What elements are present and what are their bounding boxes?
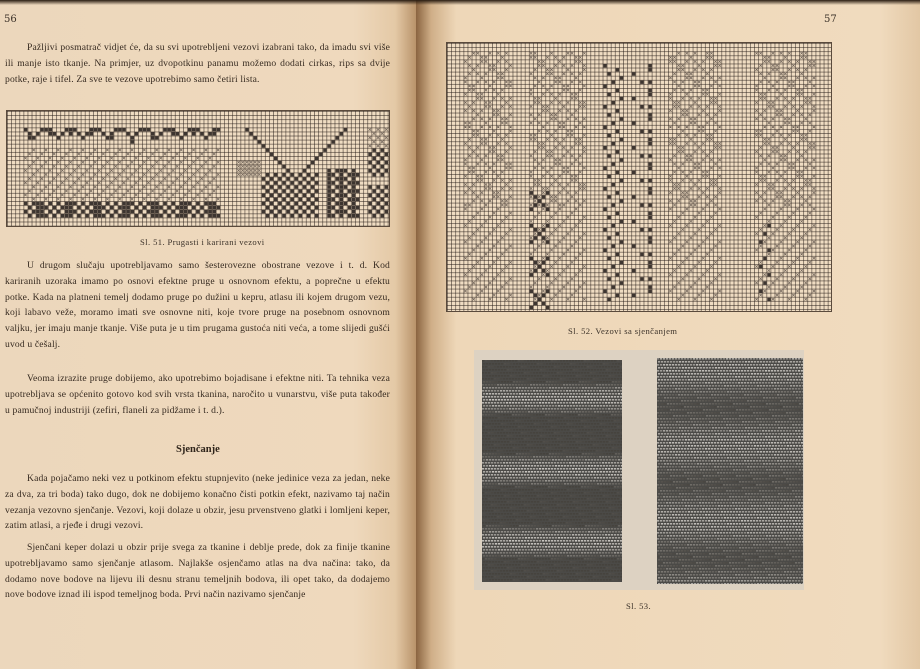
weave-marks <box>482 360 622 582</box>
figure-53-fabric-photo <box>474 350 804 590</box>
paragraph-text: Pažljivi posmatrač vidjet će, da su svi upotrebljeni vezovi izabrani tako, da imadu svi više ili manje isto tkanje. Na primjer, uz dvopotkinu panamu možemo dodati cirkas, rips sa dvije potke, raje i tifel. Za sve te vezove upotrebimo samo četiri lista. <box>5 42 390 85</box>
intro-paragraph <box>5 40 390 87</box>
weave-marks <box>447 43 831 311</box>
page-number: 56 <box>4 14 17 25</box>
paragraph-text: Sjenčani keper dolazi u obzir prije svega za tkanine i deblje prede, dok za finije tkanine upotrebljavamo samo sjenčanje atlasom. Najlakše osjenčamo atlas na dva načina: tako, da dodamo nove bodove na lijevu ili desnu stranu temeljnih bodova, ili opet tako, da dodajemo nove bodove iznad ili ispod temeljnog boda. Prvi način nazivamo sjenčanje <box>5 542 390 601</box>
page-number: 57 <box>824 14 837 25</box>
left-page <box>0 0 416 669</box>
paragraph-text: Veoma izrazite pruge dobijemo, ako upotrebimo bojadisane i efektne niti. Ta tehnika veza upotrebljava se općenito gotovo kod svih vrsta tkanina, naročito u vunarstvu, više puta također u pamučnoj industriji (zefiri, flaneli za pidžame i t. d.). <box>5 373 390 416</box>
figure-51-weave-diagram <box>6 110 390 227</box>
paragraph-text: Kada pojačamo neki vez u potkinom efektu stupnjevito (neke jedinice veza za jedan, neke za dva, za tri boda) tako dugo, dok ne dobijemo konačno čisti potkin efekt, nazivamo taj način vezanja vezovno sjenčanje. Vezovi, koji dolaze u obzir, jesu prvenstveno glatki i lomljeni keper, zatim atlasi, a rjeđe i drugi vezovi. <box>5 473 390 532</box>
paragraph-5 <box>5 540 390 603</box>
page-edge-shadow <box>416 0 920 5</box>
fabric-swatch-shaded-satin <box>657 358 803 584</box>
paragraph-text: U drugom slučaju upotrebljavamo samo šesterovezne obostrane vezove i t. d. Kod kariranih uzoraka imamo po osnovi efektne pruge u osnovnom efektu, a poprečne u efektu potke. Kada na platneni temelj dodamo pruge po dužini u kepru, atlasu ili kojem drugom vezu, koji labavo veže, moramo imati sve osnovne niti, koje tvore pruge na posebnom osnovnom valjku, jer imaju manje tkanje. Više puta je u tim prugama gustoća niti veća, a tome slijedi gušći uvod u češalj. <box>5 260 390 350</box>
paragraph-2 <box>5 258 390 353</box>
figure-53-caption: Sl. 53. <box>626 601 652 611</box>
page-edge-shadow <box>0 0 416 5</box>
fabric-swatch-shaded-twill <box>482 360 622 582</box>
right-page <box>416 0 920 669</box>
figure-52-weave-diagram <box>446 42 832 312</box>
figure-51-caption: Sl. 51. Prugasti i karirani vezovi <box>140 237 265 247</box>
paragraph-4 <box>5 471 390 534</box>
weave-marks <box>657 358 803 584</box>
paragraph-3 <box>5 371 390 418</box>
section-heading: Sjenčanje <box>176 444 220 455</box>
figure-52-caption: Sl. 52. Vezovi sa sjenčanjem <box>568 326 678 336</box>
weave-marks <box>7 111 389 226</box>
